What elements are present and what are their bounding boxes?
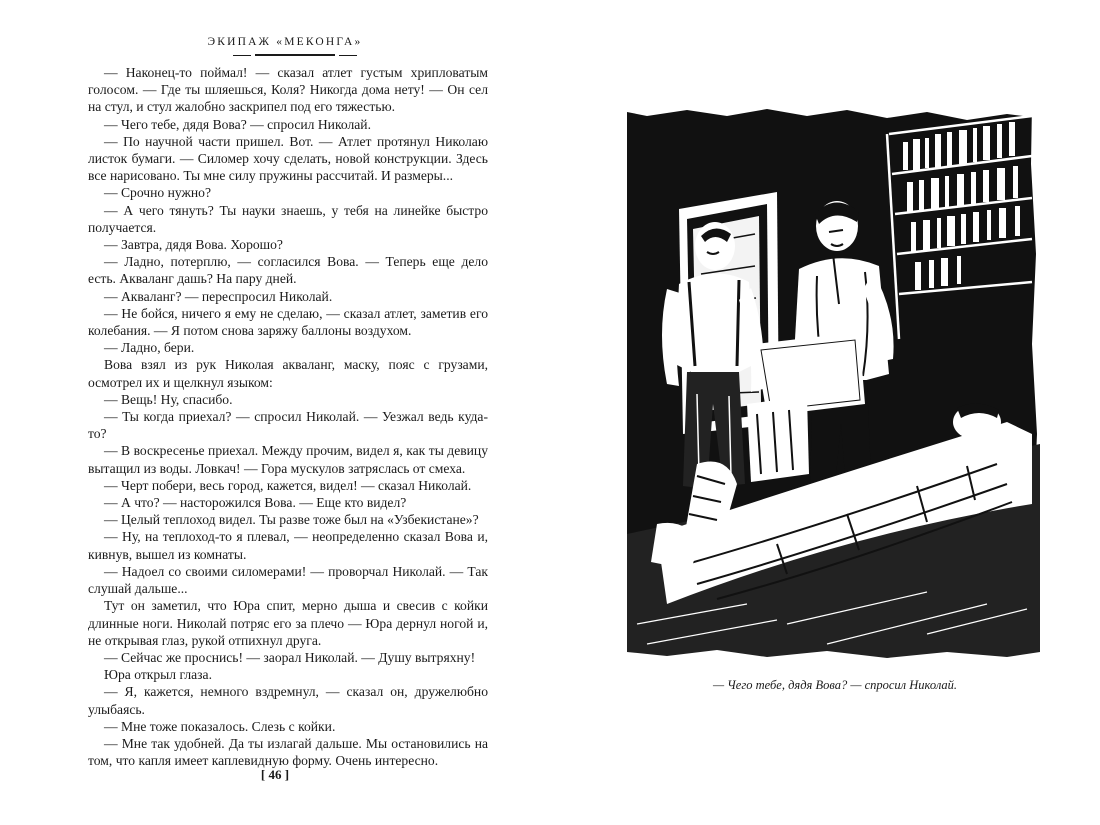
paragraph: — Целый теплоход видел. Ты разве тоже был на «Узбекистане»? [104,512,479,528]
paragraph: — Наконец-то поймал! — сказал атлет густым хрипловатым голосом. — Где ты шляешься, Коля? Никогда дома нету! — Он сел на стул, и стул жалобно заскрипел под его тяжестью. [88,65,488,115]
running-head: ЭКИПАЖ «МЕКОНГА» [207,36,363,48]
right-page [550,0,1100,825]
paragraph: — А чего тянуть? Ты науки знаешь, у тебя на линейке быстро получается. [88,202,488,235]
paragraph: — Надоел со своими силомерами! — проворчал Николай. — Так слушай дальше... [88,563,488,597]
paragraph: — А что? — насторожился Вова. — Еще кто видел? [104,495,407,511]
paragraph: — Ладно, бери. [104,340,195,356]
body-text [88,64,488,769]
paragraph: — Мне тоже показалось. Слезь с койки. [104,718,336,734]
paragraph: — Ты когда приехал? — спросил Николай. — Уезжал ведь куда-то? [88,409,488,442]
paragraph: — Акваланг? — переспросил Николай. [104,288,333,304]
paragraph: Тут он заметил, что Юра спит, мерно дыша и свесив с койки длинные ноги. Николай потряс его за плечо — Юра дернул ногой и, не открывая глаз, рукой отпихнул друга. [88,598,488,648]
paragraph: — Я, кажется, немного вздремнул, — сказал он, дружелюбно улыбаясь. [88,684,488,717]
paragraph: — По научной части пришел. Вот. — Атлет протянул Николаю листок бумаги. — Силомер хочу сделать, новой конструкции. Здесь все нарисовано. Ты мне силу пружины рассчитай. И размеры... [88,133,488,184]
page-number: [ 46 ] [260,767,290,782]
paragraph: — Не бойся, ничего я ему не сделаю, — сказал атлет, заметив его колебания. — Я потом снова заряжу баллоны воздухом. [88,305,488,339]
paragraph: — Вещь! Ну, спасибо. [104,391,233,407]
paragraph: — Сейчас же проснись! — заорал Николай. — Душу вытряхну! [104,649,476,665]
paragraph: — Чего тебе, дядя Вова? — спросил Николай. [104,116,371,132]
paragraph: Вова взял из рук Николая акваланг, маску, пояс с грузами, осмотрел их и щелкнул языком: [88,357,488,390]
illustration-caption: — Чего тебе, дядя Вова? — спросил Николай. [712,678,958,692]
paragraph: — В воскресенье приехал. Между прочим, видел я, как ты девицу вытащил из воды. Ловкач! — Гора мускулов затряслась от смеха. [88,443,488,476]
paragraph: — Ну, на теплоход-то я плевал, — неопределенно сказал Вова и, кивнув, вышел из комнаты. [88,529,488,562]
running-head-rule [255,54,335,56]
paragraph: — Черт побери, весь город, кажется, видел! — сказал Николай. [104,477,472,493]
paragraph: Юра открыл глаза. [104,667,212,683]
paragraph: — Завтра, дядя Вова. Хорошо? [104,237,283,253]
paragraph: — Срочно нужно? [104,185,211,201]
paragraph: — Ладно, потерплю, — согласился Вова. — Теперь еще дело есть. Акваланг дашь? На пару дней. [88,254,488,287]
illustration [627,104,1040,660]
paragraph: — Мне так удобней. Да ты излагай дальше. Мы остановились на том, что капля имеет каплевидную форму. Очень интересно. [88,735,488,769]
